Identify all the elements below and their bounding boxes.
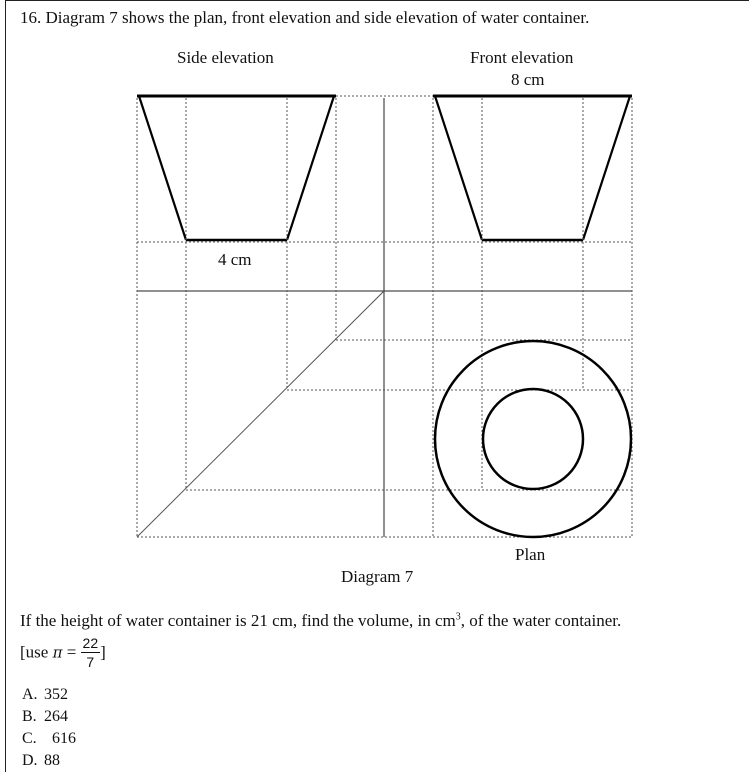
fraction-numerator: 22	[82, 635, 99, 651]
question-text-prefix: If the height of water container is 21 cm, find the volume, in cm	[20, 611, 456, 630]
option-b[interactable]	[22, 707, 68, 727]
question-title: 16. Diagram 7 shows the plan, front elevation and side elevation of water container.	[20, 8, 590, 27]
pi-symbol: π	[52, 643, 63, 662]
pi-hint	[20, 634, 106, 682]
option-value: 264	[44, 708, 68, 725]
plan-outer-circle	[435, 341, 631, 537]
question-text	[20, 611, 621, 631]
front-elevation-left-edge	[435, 96, 482, 240]
option-value: 616	[52, 730, 76, 747]
diagram-caption: Diagram 7	[341, 567, 414, 586]
question-text-superscript: 3	[455, 611, 461, 623]
option-c[interactable]	[22, 729, 76, 749]
transfer-diagonal-line	[137, 291, 384, 537]
question-text-suffix: , of the water container.	[460, 611, 622, 630]
option-letter: C.	[22, 730, 37, 747]
option-letter: D.	[22, 752, 38, 769]
option-d[interactable]	[22, 751, 60, 771]
side-elevation-right-edge	[287, 96, 334, 240]
pi-fraction	[81, 634, 101, 671]
option-value: 88	[44, 752, 60, 769]
bottom-width-label: 4 cm	[218, 250, 252, 269]
side-elevation-label: Side elevation	[177, 48, 274, 67]
plan-inner-circle	[483, 389, 583, 489]
hint-prefix: [use	[20, 642, 49, 662]
plan-label: Plan	[515, 545, 546, 564]
top-width-label: 8 cm	[511, 70, 545, 89]
front-elevation-label: Front elevation	[470, 48, 574, 67]
fraction-denominator: 7	[86, 654, 95, 670]
option-letter: A.	[22, 686, 38, 703]
option-value: 352	[44, 686, 68, 703]
option-a[interactable]	[22, 685, 68, 705]
hint-equals: =	[66, 642, 77, 662]
side-elevation-left-edge	[139, 96, 186, 240]
hint-suffix: ]	[100, 642, 106, 662]
front-elevation-right-edge	[583, 96, 630, 240]
option-letter: B.	[22, 708, 37, 725]
